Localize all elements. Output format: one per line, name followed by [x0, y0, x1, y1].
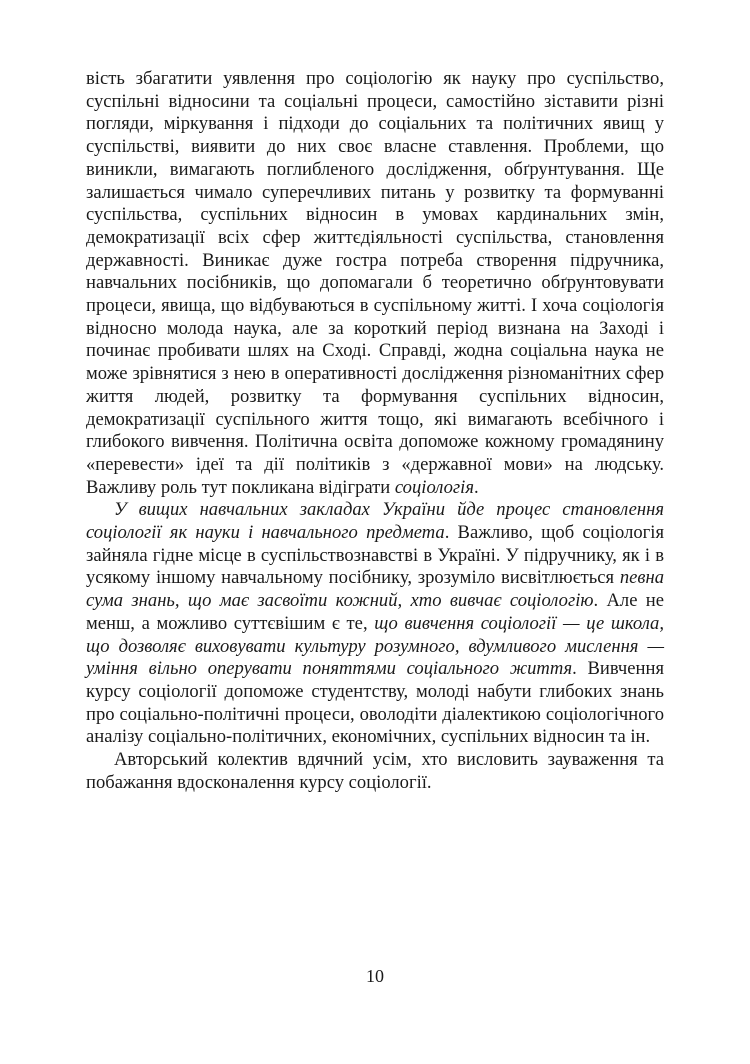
- italic-term: соціологія: [394, 476, 474, 498]
- paragraph-3: [86, 749, 664, 794]
- italic-phrase: певна сума знань, що має засвоїти кожний, хто вивчає соціологію: [86, 567, 664, 612]
- text-run: . Вивчення курсу соціології допоможе студентству, молоді набути глибоких знань про соціально-політичні процеси, оволодіти діалектикою соціологічного аналізу соціально-політичних, економічних, суспільних відносин та ін.: [86, 658, 664, 748]
- paragraph-2: [86, 499, 664, 749]
- text-run: Авторський колектив вдячний усім, хто висловить зауваження та побажання вдосконалення курсу соціології.: [86, 749, 664, 793]
- page-number: 10: [366, 966, 384, 986]
- italic-phrase: що вивчення соціології — це школа, що дозволяє виховувати культуру розумного, вдумливого мислення — уміння вільно оперувати поняттями соціального життя: [86, 612, 664, 680]
- italic-phrase: У вищих навчальних закладах України йде процес становлення соціології як науки і навчального предмета: [86, 499, 664, 544]
- text-run: . Але не менш, а можливо суттєвішим є те,: [86, 590, 664, 634]
- text-run: . Важливо, щоб соціологія зайняла гідне місце в суспільствознавстві в Україні. У підручнику, як і в усякому іншому навчальному посібнику, зрозуміло висвітлюється: [86, 522, 664, 589]
- body-text: [86, 68, 664, 795]
- text-run: .: [473, 476, 479, 498]
- text-run: вість збагатити уявлення про соціологію як науку про суспільство, суспільні відносини та соціальні процеси, самостійно зіставити різні погляди, міркування і підходи до соціальних та політичних явищ у суспільстві, виявити до них своє власне ставлення. Проблеми, що виникли, вимагають поглибленого дослідження, обґрунтування. Ще залишається чимало суперечливих питань у розвитку та формуванні суспільства, суспільних відносин в умовах кардинальних змін, демократизації всіх сфер життєдіяльності суспільства, становлення державності. Виникає дуже гостра потреба створення підручника, навчальних посібників, що допомагали б теоретично обґрунтовувати процеси, явища, що відбуваються в суспільному житті. І хоча соціологія відносно молода наука, але за короткий період визнана на Заході і починає пробивати шлях на Сході. Справді, жодна соціальна наука не може зрівнятися з нею в оперативності дослідження різноманітних сфер життя людей, розвитку та формування суспільних відносин, демократизації суспільного життя тощо, які вимагають всебічного і глибокого вивчення. Політична освіта допоможе кожному громадянину «перевести» ідеї та дії політиків з «державної мови» на людську. Важливу роль тут покликана відіграти: [86, 68, 664, 498]
- paragraph-1: [86, 68, 664, 499]
